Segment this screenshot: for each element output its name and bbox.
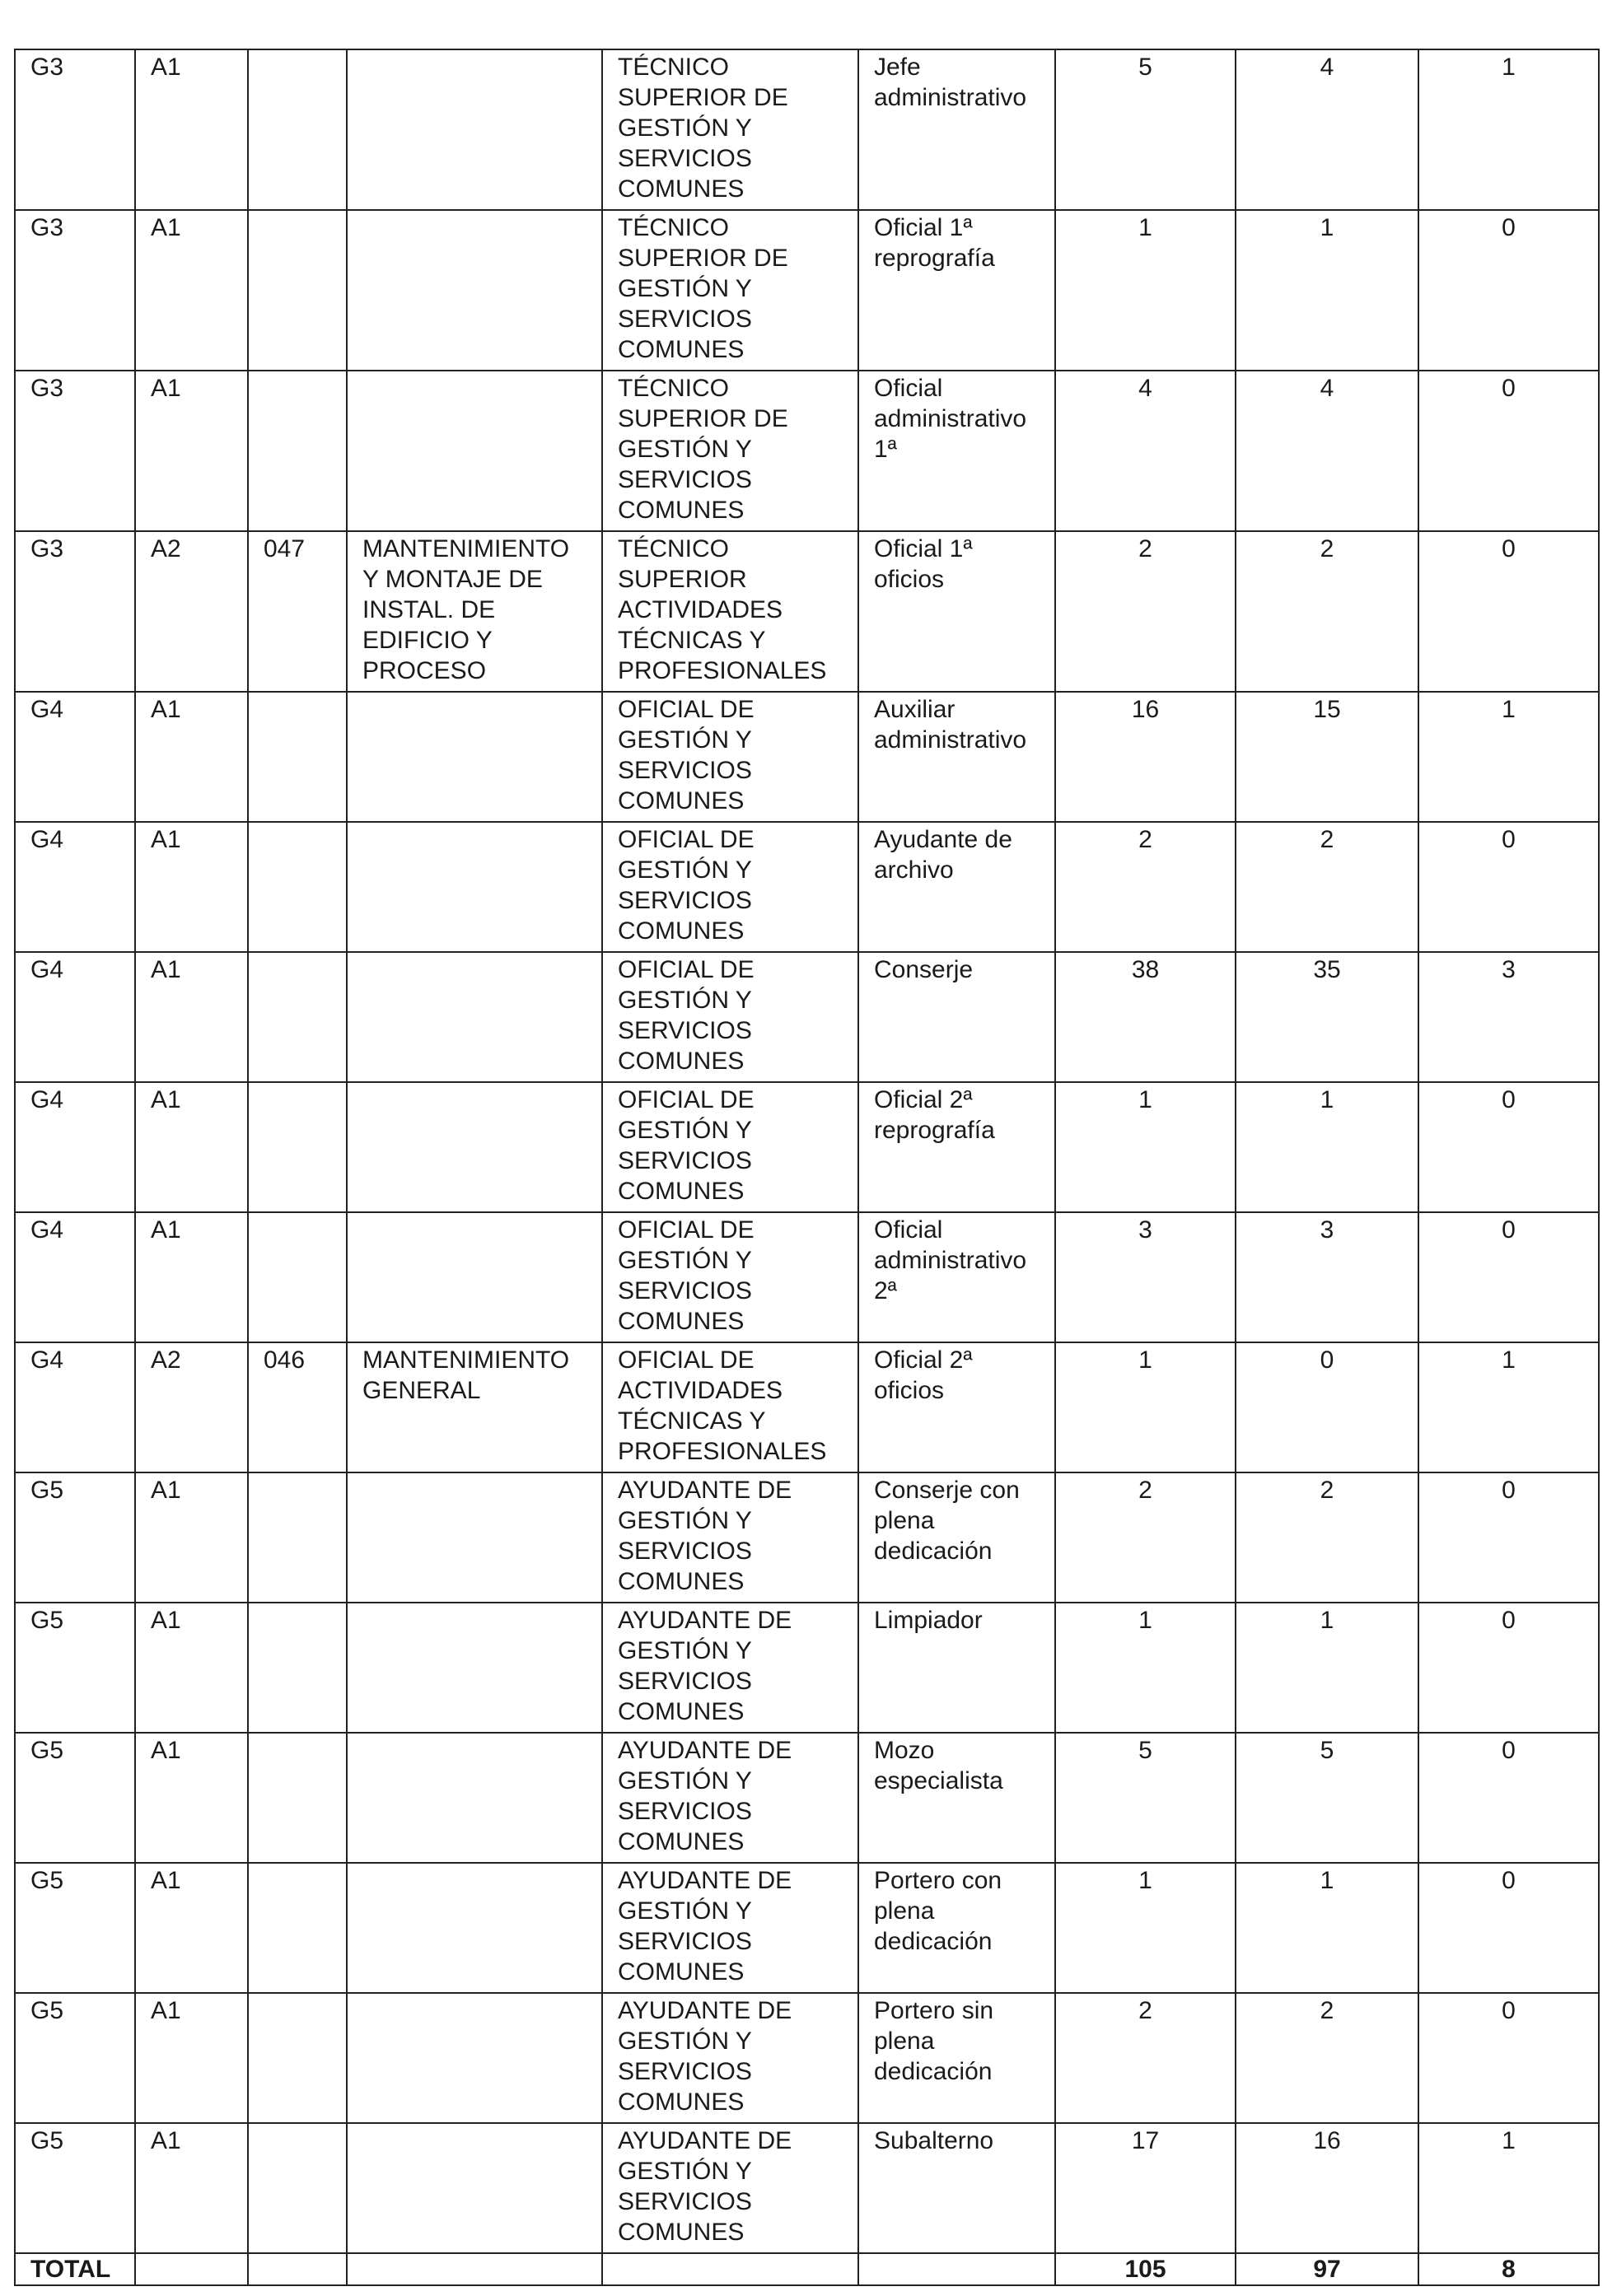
total-cell: 17 [1055, 2123, 1236, 2253]
categoria-cell: AYUDANTE DE GESTIÓN Y SERVICIOS COMUNES [602, 1863, 858, 1993]
especialidad-cell [347, 49, 602, 210]
puesto-cell: Limpiador [858, 1603, 1055, 1733]
total-cell: 1 [1055, 1603, 1236, 1733]
grupo-cell: G5 [15, 1993, 135, 2123]
vacantes-cell: 0 [1418, 1733, 1599, 1863]
vacantes-cell: 0 [1418, 1993, 1599, 2123]
categoria-cell: OFICIAL DE GESTIÓN Y SERVICIOS COMUNES [602, 692, 858, 822]
especialidad-cell [347, 952, 602, 1082]
area-cell: A1 [135, 822, 248, 952]
total-label: TOTAL [15, 2253, 135, 2285]
codigo-cell [248, 1212, 347, 1342]
vacantes-cell: 1 [1418, 49, 1599, 210]
categoria-cell: TÉCNICO SUPERIOR DE GESTIÓN Y SERVICIOS COMUNES [602, 49, 858, 210]
categoria-cell: OFICIAL DE ACTIVIDADES TÉCNICAS Y PROFESIONALES [602, 1342, 858, 1472]
categoria-cell: OFICIAL DE GESTIÓN Y SERVICIOS COMUNES [602, 822, 858, 952]
categoria-cell: OFICIAL DE GESTIÓN Y SERVICIOS COMUNES [602, 952, 858, 1082]
area-cell: A1 [135, 1082, 248, 1212]
table-row [15, 371, 1599, 531]
total-vacantes: 8 [1418, 2253, 1599, 2285]
grupo-cell: G5 [15, 1733, 135, 1863]
table-row [15, 1082, 1599, 1212]
area-cell: A1 [135, 1603, 248, 1733]
area-cell: A1 [135, 1993, 248, 2123]
area-cell: A2 [135, 1342, 248, 1472]
total-cell: 5 [1055, 1733, 1236, 1863]
total-cell: 4 [1055, 371, 1236, 531]
grupo-cell: G3 [15, 371, 135, 531]
codigo-cell: 047 [248, 531, 347, 692]
table-row [15, 1603, 1599, 1733]
categoria-cell: AYUDANTE DE GESTIÓN Y SERVICIOS COMUNES [602, 1603, 858, 1733]
table-row [15, 1993, 1599, 2123]
vacantes-cell: 0 [1418, 1863, 1599, 1993]
codigo-cell [248, 1082, 347, 1212]
total-cell: 2 [1055, 1993, 1236, 2123]
especialidad-cell [347, 692, 602, 822]
vacantes-cell: 0 [1418, 371, 1599, 531]
table-row [15, 952, 1599, 1082]
grupo-cell: G4 [15, 1212, 135, 1342]
table-row [15, 531, 1599, 692]
area-cell: A1 [135, 1863, 248, 1993]
puesto-cell: Auxiliar administrativo [858, 692, 1055, 822]
vacantes-cell: 0 [1418, 531, 1599, 692]
cubiertas-cell: 4 [1236, 371, 1418, 531]
total-empty-cell [248, 2253, 347, 2285]
puesto-cell: Conserje [858, 952, 1055, 1082]
grupo-cell: G5 [15, 1863, 135, 1993]
grupo-cell: G4 [15, 822, 135, 952]
cubiertas-cell: 0 [1236, 1342, 1418, 1472]
cubiertas-cell: 2 [1236, 1993, 1418, 2123]
puesto-cell: Oficial 2ª reprografía [858, 1082, 1055, 1212]
cubiertas-cell: 16 [1236, 2123, 1418, 2253]
puesto-cell: Portero con plena dedicación [858, 1863, 1055, 1993]
grupo-cell: G4 [15, 1082, 135, 1212]
especialidad-cell: MANTENIMIENTO Y MONTAJE DE INSTAL. DE EDIFICIO Y PROCESO [347, 531, 602, 692]
especialidad-cell [347, 1603, 602, 1733]
vacantes-cell: 0 [1418, 1082, 1599, 1212]
cubiertas-cell: 5 [1236, 1733, 1418, 1863]
area-cell: A1 [135, 2123, 248, 2253]
area-cell: A1 [135, 1733, 248, 1863]
grupo-cell: G4 [15, 692, 135, 822]
categoria-cell: OFICIAL DE GESTIÓN Y SERVICIOS COMUNES [602, 1082, 858, 1212]
cubiertas-cell: 2 [1236, 822, 1418, 952]
especialidad-cell [347, 1082, 602, 1212]
especialidad-cell [347, 371, 602, 531]
area-cell: A1 [135, 210, 248, 371]
table-row [15, 2123, 1599, 2253]
grupo-cell: G3 [15, 531, 135, 692]
categoria-cell: AYUDANTE DE GESTIÓN Y SERVICIOS COMUNES [602, 2123, 858, 2253]
grupo-cell: G4 [15, 952, 135, 1082]
puesto-cell: Oficial 1ª reprografía [858, 210, 1055, 371]
puesto-cell: Oficial 1ª oficios [858, 531, 1055, 692]
area-cell: A2 [135, 531, 248, 692]
total-empty-cell [602, 2253, 858, 2285]
cubiertas-cell: 1 [1236, 1082, 1418, 1212]
total-cell: 3 [1055, 1212, 1236, 1342]
especialidad-cell [347, 1863, 602, 1993]
cubiertas-cell: 4 [1236, 49, 1418, 210]
puesto-cell: Oficial administrativo 1ª [858, 371, 1055, 531]
vacantes-cell: 1 [1418, 1342, 1599, 1472]
codigo-cell [248, 49, 347, 210]
grupo-cell: G5 [15, 1472, 135, 1603]
vacantes-cell: 1 [1418, 2123, 1599, 2253]
total-cell: 1 [1055, 210, 1236, 371]
area-cell: A1 [135, 952, 248, 1082]
vacantes-cell: 0 [1418, 1472, 1599, 1603]
area-cell: A1 [135, 371, 248, 531]
vacantes-cell: 3 [1418, 952, 1599, 1082]
especialidad-cell [347, 1733, 602, 1863]
puesto-cell: Mozo especialista [858, 1733, 1055, 1863]
table-row [15, 49, 1599, 210]
total-cell: 2 [1055, 531, 1236, 692]
table-row [15, 1472, 1599, 1603]
codigo-cell [248, 371, 347, 531]
codigo-cell [248, 1603, 347, 1733]
puesto-cell: Portero sin plena dedicación [858, 1993, 1055, 2123]
codigo-cell [248, 210, 347, 371]
total-empty-cell [135, 2253, 248, 2285]
total-sum: 105 [1055, 2253, 1236, 2285]
total-empty-cell [858, 2253, 1055, 2285]
vacantes-cell: 0 [1418, 1603, 1599, 1733]
especialidad-cell [347, 1472, 602, 1603]
puesto-cell: Jefe administrativo [858, 49, 1055, 210]
grupo-cell: G3 [15, 49, 135, 210]
area-cell: A1 [135, 1212, 248, 1342]
total-cell: 5 [1055, 49, 1236, 210]
categoria-cell: AYUDANTE DE GESTIÓN Y SERVICIOS COMUNES [602, 1733, 858, 1863]
total-row [15, 2253, 1599, 2285]
grupo-cell: G5 [15, 1603, 135, 1733]
table-body [15, 49, 1599, 2285]
puesto-cell: Conserje con plena dedicación [858, 1472, 1055, 1603]
codigo-cell [248, 1472, 347, 1603]
puesto-cell: Ayudante de archivo [858, 822, 1055, 952]
total-cell: 38 [1055, 952, 1236, 1082]
categoria-cell: TÉCNICO SUPERIOR DE GESTIÓN Y SERVICIOS COMUNES [602, 371, 858, 531]
categoria-cell: TÉCNICO SUPERIOR ACTIVIDADES TÉCNICAS Y PROFESIONALES [602, 531, 858, 692]
puesto-cell: Subalterno [858, 2123, 1055, 2253]
total-empty-cell [347, 2253, 602, 2285]
total-cell: 2 [1055, 822, 1236, 952]
especialidad-cell: MANTENIMIENTO GENERAL [347, 1342, 602, 1472]
total-cell: 1 [1055, 1863, 1236, 1993]
cubiertas-cell: 1 [1236, 210, 1418, 371]
table-row [15, 1212, 1599, 1342]
cubiertas-cell: 1 [1236, 1603, 1418, 1733]
total-cell: 1 [1055, 1342, 1236, 1472]
categoria-cell: TÉCNICO SUPERIOR DE GESTIÓN Y SERVICIOS COMUNES [602, 210, 858, 371]
codigo-cell [248, 1863, 347, 1993]
table-row [15, 692, 1599, 822]
grupo-cell: G3 [15, 210, 135, 371]
cubiertas-cell: 15 [1236, 692, 1418, 822]
cubiertas-cell: 35 [1236, 952, 1418, 1082]
grupo-cell: G4 [15, 1342, 135, 1472]
cubiertas-cell: 2 [1236, 531, 1418, 692]
especialidad-cell [347, 1993, 602, 2123]
codigo-cell [248, 1993, 347, 2123]
especialidad-cell [347, 210, 602, 371]
table-row [15, 210, 1599, 371]
total-cell: 2 [1055, 1472, 1236, 1603]
table-row [15, 1863, 1599, 1993]
cubiertas-cell: 1 [1236, 1863, 1418, 1993]
vacantes-cell: 0 [1418, 1212, 1599, 1342]
codigo-cell [248, 1733, 347, 1863]
especialidad-cell [347, 1212, 602, 1342]
codigo-cell: 046 [248, 1342, 347, 1472]
staff-table [14, 49, 1600, 2286]
table-row [15, 1733, 1599, 1863]
vacantes-cell: 1 [1418, 692, 1599, 822]
codigo-cell [248, 822, 347, 952]
puesto-cell: Oficial administrativo 2ª [858, 1212, 1055, 1342]
table-row [15, 822, 1599, 952]
categoria-cell: AYUDANTE DE GESTIÓN Y SERVICIOS COMUNES [602, 1993, 858, 2123]
vacantes-cell: 0 [1418, 822, 1599, 952]
categoria-cell: OFICIAL DE GESTIÓN Y SERVICIOS COMUNES [602, 1212, 858, 1342]
cubiertas-cell: 3 [1236, 1212, 1418, 1342]
codigo-cell [248, 952, 347, 1082]
codigo-cell [248, 692, 347, 822]
area-cell: A1 [135, 692, 248, 822]
table-row [15, 1342, 1599, 1472]
grupo-cell: G5 [15, 2123, 135, 2253]
cubiertas-cell: 2 [1236, 1472, 1418, 1603]
total-cubiertas: 97 [1236, 2253, 1418, 2285]
area-cell: A1 [135, 1472, 248, 1603]
especialidad-cell [347, 2123, 602, 2253]
categoria-cell: AYUDANTE DE GESTIÓN Y SERVICIOS COMUNES [602, 1472, 858, 1603]
total-cell: 1 [1055, 1082, 1236, 1212]
area-cell: A1 [135, 49, 248, 210]
vacantes-cell: 0 [1418, 210, 1599, 371]
puesto-cell: Oficial 2ª oficios [858, 1342, 1055, 1472]
codigo-cell [248, 2123, 347, 2253]
total-cell: 16 [1055, 692, 1236, 822]
especialidad-cell [347, 822, 602, 952]
